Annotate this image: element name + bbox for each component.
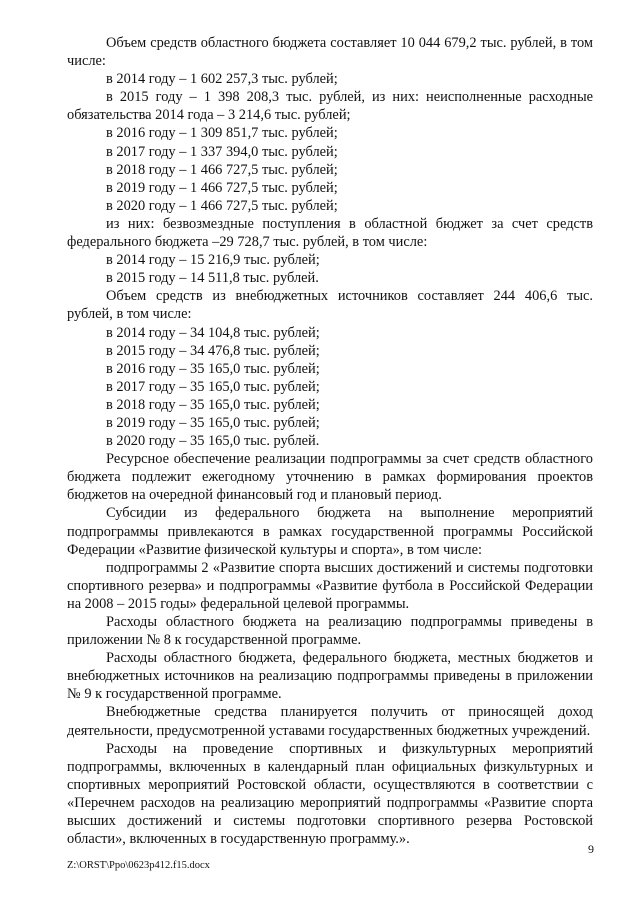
paragraph: Расходы на проведение спортивных и физкультурных мероприятий подпрограммы, включенных в календарный план официальных физкультурных и спортивных мероприятий Ростовской области, осуществляются в соответствии с «Перечнем расходов на реализацию мероприятий подпрограммы «Развитие спорта высших достижений и системы подготовки спортивного резерва Ростовской области», включенных в государственную программу.». <box>67 740 593 848</box>
list-item: в 2018 году – 1 466 727,5 тыс. рублей; <box>106 161 338 178</box>
list-item: в 2015 году – 34 476,8 тыс. рублей; <box>106 342 320 359</box>
list-item: в 2014 году – 1 602 257,3 тыс. рублей; <box>106 71 338 88</box>
paragraph: Расходы областного бюджета на реализацию подпрограммы приведены в приложении № 8 к государственной программе. <box>67 614 593 649</box>
paragraph: Субсидии из федерального бюджета на выполнение мероприятий подпрограммы привлекаются в рамках государственной программы Российской Федерации «Развитие физической культуры и спорта», в том числе: <box>67 505 593 558</box>
list-item: в 2015 году – 14 511,8 тыс. рублей. <box>106 270 319 287</box>
list-item: в 2017 году – 35 165,0 тыс. рублей; <box>106 378 320 395</box>
paragraph: Объем средств областного бюджета составляет 10 044 679,2 тыс. рублей, в том числе: <box>67 35 593 70</box>
file-path-footer: Z:\ORST\Ppo\0623p412.f15.docx <box>67 860 210 871</box>
list-item: в 2020 году – 1 466 727,5 тыс. рублей; <box>106 197 338 214</box>
paragraph: из них: безвозмездные поступления в областной бюджет за счет средств федерального бюджета –29 728,7 тыс. рублей, в том числе: <box>67 215 593 251</box>
list-item: в 2014 году – 15 216,9 тыс. рублей; <box>106 252 320 269</box>
paragraph: Внебюджетные средства планируется получить от приносящей доход деятельности, предусмотренной уставами государственных бюджетных учреждений. <box>67 704 593 739</box>
list-item: в 2019 году – 35 165,0 тыс. рублей; <box>106 414 320 431</box>
paragraph: в 2015 году – 1 398 208,3 тыс. рублей, из них: неисполненные расходные обязательства 2014 года – 3 214,6 тыс. рублей; <box>67 89 593 124</box>
paragraph: Расходы областного бюджета, федерального бюджета, местных бюджетов и внебюджетных источников на реализацию подпрограммы приведены в приложении № 9 к государственной программе. <box>67 650 593 703</box>
list-item: в 2016 году – 35 165,0 тыс. рублей; <box>106 360 320 377</box>
list-item: в 2018 году – 35 165,0 тыс. рублей; <box>106 396 320 413</box>
list-item: в 2020 году – 35 165,0 тыс. рублей. <box>106 433 320 450</box>
list-item: в 2017 году – 1 337 394,0 тыс. рублей; <box>106 143 338 160</box>
paragraph: Объем средств из внебюджетных источников составляет 244 406,6 тыс. рублей, в том числе: <box>67 288 593 323</box>
paragraph: подпрограммы 2 «Развитие спорта высших достижений и системы подготовки спортивного резерва» и подпрограммы «Развитие футбола в Российской Федерации на 2008 – 2015 годы» федеральной целевой программы. <box>67 559 593 612</box>
paragraph: Ресурсное обеспечение реализации подпрограммы за счет средств областного бюджета подлежит ежегодному уточнению в рамках формирования проектов бюджетов на очередной финансовый год и плановый период. <box>67 451 593 504</box>
list-item: в 2016 году – 1 309 851,7 тыс. рублей; <box>106 125 338 142</box>
body-text <box>67 34 593 848</box>
page-number: 9 <box>588 842 594 856</box>
list-item: в 2019 году – 1 466 727,5 тыс. рублей; <box>106 179 338 196</box>
list-item: в 2014 году – 34 104,8 тыс. рублей; <box>106 324 320 341</box>
